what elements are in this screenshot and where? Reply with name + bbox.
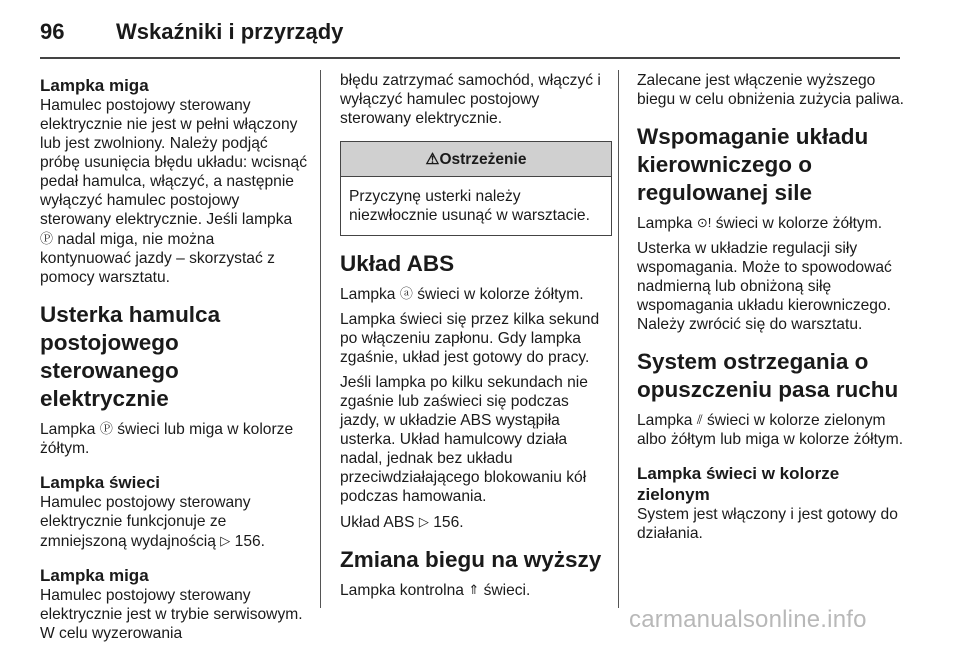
paragraph-abs1: Lampka ⓐ świeci w kolorze żółtym. (340, 286, 584, 303)
column-2 (340, 71, 612, 606)
paragraph-blink1: Hamulec postojowy sterowany elektrycznie nie jest w pełni włączony lub jest zwolniony. Należy podjąć próbę usunięcia błędu układu: wcisnąć pedał hamulca, włączyć, a następnie wyłączyć hamulec postojowy sterowany elektrycznie. Jeśli lampka Ⓟ nadal miga, nie można kontynuować jazdy – skorzystać z pomocy warsztatu. (40, 97, 307, 286)
watermark: carmanualsonline.info (629, 606, 867, 633)
page-number: 96 (40, 19, 65, 44)
paragraph-fault: Lampka Ⓟ świeci lub miga w kolorze żółtym. (40, 421, 294, 457)
warning-text: Przyczynę usterki należy niezwłocznie usunąć w warsztacie. (349, 188, 590, 224)
parking-brake-icon: Ⓟ (40, 231, 54, 246)
page-header (40, 14, 343, 50)
paragraph-gear-continued: Zalecane jest włączenie wyższego biegu w celu obniżenia zużycia paliwa. (637, 72, 904, 108)
paragraph-steer1: Lampka ⊙! świeci w kolorze żółtym. (637, 215, 883, 232)
paragraph-steer2: Usterka w układzie regulacji siły wspomagania. Może to spowodować nadmierną lub obniżoną siłę wspomagania układu kierowniczego. Należy zwrócić się do warsztatu. (637, 240, 892, 333)
lane-departure-icon: ⫽ (696, 412, 703, 427)
header-rule (40, 57, 900, 59)
heading-gear-shift: Zmiana biegu na wyższy (340, 547, 602, 572)
column-3 (637, 71, 909, 549)
abs-icon: ⓐ (399, 286, 413, 301)
paragraph-gear: Lampka kontrolna ⇑ świeci. (340, 582, 531, 599)
warning-title: Ostrzeżenie (439, 150, 527, 168)
column-1 (40, 75, 308, 649)
heading-lane-departure: System ostrzegania o opuszczeniu pasa ruchu (637, 349, 899, 402)
paragraph-abs4: Układ ABS ▷ 156. (340, 514, 464, 531)
page-reference-icon: ▷ (418, 514, 429, 529)
paragraph-green: System jest włączony i jest gotowy do działania. (637, 506, 898, 542)
brake-fault-icon: Ⓟ (99, 421, 113, 436)
page-reference-icon: ▷ (220, 533, 231, 548)
heading-lamp-blinks-2: Lampka miga (40, 566, 149, 585)
shift-up-icon: ⇑ (468, 582, 480, 597)
paragraph-abs3: Jeśli lampka po kilku sekundach nie zgaśnie lub zaświeci się podczas jazdy, w układzie ABS wystąpiła usterka. Układ hamulcowy działa nadal, jednak bez układu przeciwdziałającego blokowaniu kół podczas hamowania. (340, 374, 588, 505)
paragraph-continued: błędu zatrzymać samochód, włączyć i wyłączyć hamulec postojowy sterowany elektrycznie. (340, 72, 601, 127)
paragraph-blink2: Hamulec postojowy sterowany elektrycznie jest w trybie serwisowym. W celu wyzerowania (40, 587, 303, 642)
heading-lamp-lit: Lampka świeci (40, 473, 161, 492)
heading-brake-fault: Usterka hamulca postojowego sterowanego elektrycznie (40, 302, 221, 411)
paragraph-lit: Hamulec postojowy sterowany elektrycznie funkcjonuje ze zmniejszoną wydajnością ▷ 156. (40, 494, 265, 550)
page-title: Wskaźniki i przyrządy (116, 19, 344, 44)
heading-abs: Układ ABS (340, 251, 455, 276)
column-divider-2 (618, 70, 619, 608)
heading-lamp-green: Lampka świeci w kolorze zielonym (637, 464, 840, 504)
column-divider-1 (320, 70, 321, 608)
warning-header (341, 142, 611, 177)
warning-triangle-icon: ⚠ (425, 150, 440, 168)
paragraph-lane: Lampka ⫽ świeci w kolorze zielonym albo żółtym lub miga w kolorze żółtym. (637, 412, 904, 448)
steering-warning-icon: ⊙! (696, 215, 712, 230)
warning-box (340, 141, 612, 236)
heading-lamp-blinks: Lampka miga (40, 76, 149, 95)
heading-power-steering: Wspomaganie układu kierowniczego o regulowanej sile (637, 124, 869, 205)
paragraph-abs2: Lampka świeci się przez kilka sekund po włączeniu zapłonu. Gdy lampka zgaśnie, układ jest gotowy do pracy. (340, 311, 600, 366)
